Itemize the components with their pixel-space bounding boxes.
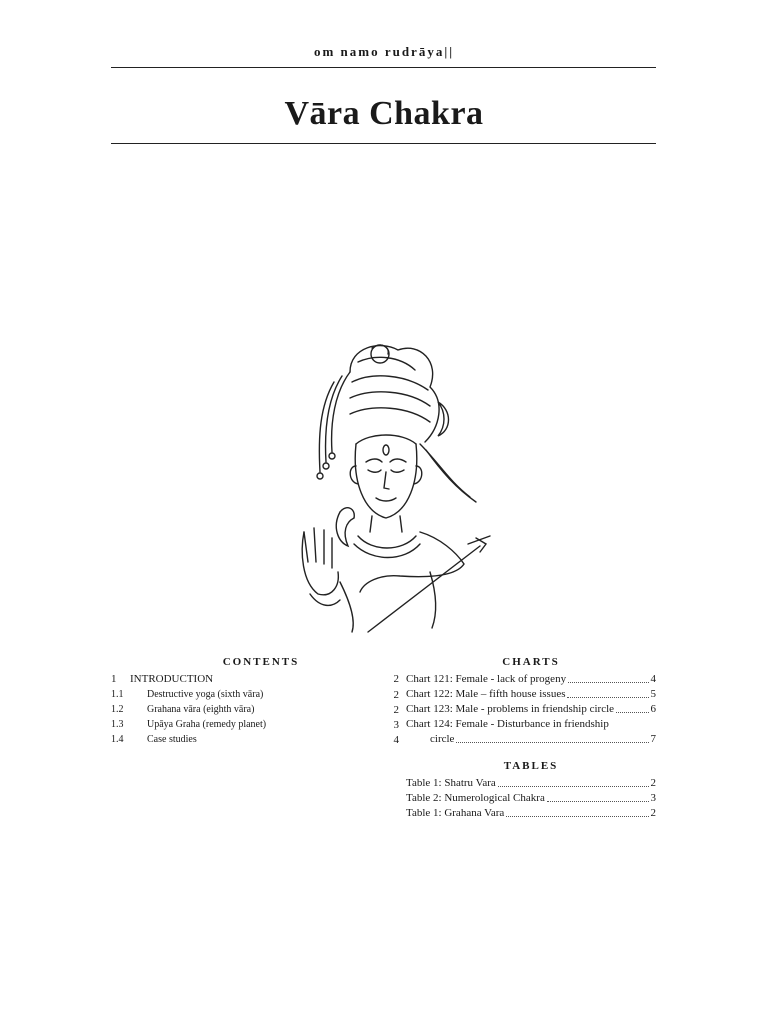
toc-item-case-studies[interactable]: 1.4 Case studies 4 — [111, 734, 399, 746]
leader-dots — [547, 792, 649, 802]
charts-heading: CHARTS — [502, 656, 560, 668]
chart-entry-124-continued[interactable]: circle 7 — [430, 733, 656, 745]
contents-list — [111, 673, 399, 749]
tables-heading: TABLES — [503, 760, 559, 772]
table-entry-shatru-vara[interactable]: Table 1: Shatru Vara 2 — [406, 777, 656, 789]
title-rule — [111, 143, 656, 144]
leader-dots — [498, 777, 649, 787]
leader-dots — [456, 733, 648, 743]
tables-list — [406, 777, 656, 822]
table-entry-numerological-chakra[interactable]: Table 2: Numerological Chakra 3 — [406, 792, 656, 804]
leader-dots — [506, 807, 648, 817]
toc-item-introduction[interactable]: 1 INTRODUCTION 2 — [111, 673, 399, 685]
toc-item-grahana-vara[interactable]: 1.2 Grahana vāra (eighth vāra) 2 — [111, 704, 399, 716]
chart-entry-124[interactable]: Chart 124: Female - Disturbance in friendship — [406, 718, 609, 730]
leader-dots — [568, 673, 648, 683]
leader-dots — [567, 688, 648, 698]
header-rule — [111, 67, 656, 68]
contents-heading: CONTENTS — [222, 656, 300, 668]
toc-item-destructive-yoga[interactable]: 1.1 Destructive yoga (sixth vāra) 2 — [111, 689, 399, 701]
chart-entry-123[interactable]: Chart 123: Male - problems in friendship circle 6 — [406, 703, 656, 715]
document-title: Vāra Chakra — [284, 95, 484, 132]
header-invocation: om namo rudrāya|| — [313, 44, 455, 59]
shiva-line-drawing-icon — [280, 332, 492, 638]
chart-entry-122[interactable]: Chart 122: Male – fifth house issues 5 — [406, 688, 656, 700]
toc-item-upaya-graha[interactable]: 1.3 Upāya Graha (remedy planet) 3 — [111, 719, 399, 731]
table-entry-grahana-vara[interactable]: Table 1: Grahana Vara 2 — [406, 807, 656, 819]
chart-entry-121[interactable]: Chart 121: Female - lack of progeny 4 — [406, 673, 656, 685]
leader-dots — [616, 703, 648, 713]
charts-list — [406, 673, 656, 748]
